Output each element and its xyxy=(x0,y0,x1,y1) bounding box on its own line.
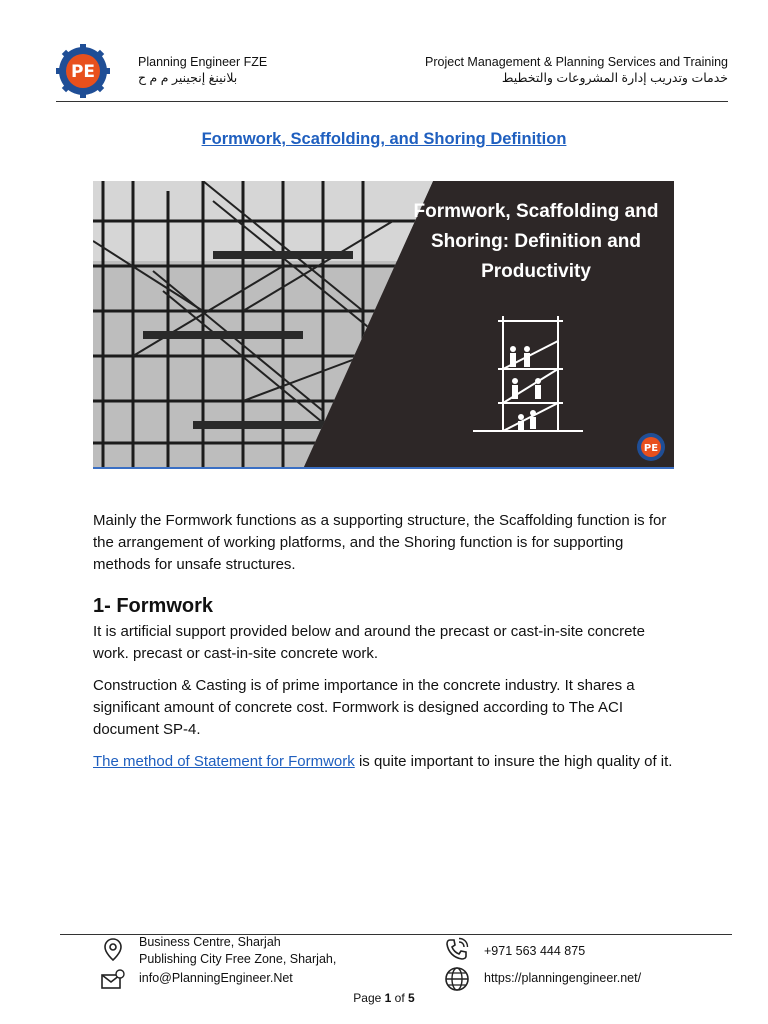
footer-address xyxy=(139,934,336,968)
logo-text: PE xyxy=(70,62,96,82)
page-header xyxy=(56,44,728,100)
hero-heading: Formwork, Scaffolding and Shoring: Definition and Productivity xyxy=(413,201,659,282)
footer-website[interactable]: https://planningengineer.net/ xyxy=(484,971,642,985)
formwork-paragraph-3-text: is quite important to insure the high quality of it. xyxy=(354,753,673,770)
company-name-ar: بلانينغ إنجينير م م ح xyxy=(138,71,238,85)
section-heading-formwork: 1- Formwork xyxy=(93,595,214,617)
planning-engineer-logo-icon xyxy=(56,44,110,98)
page-of: of xyxy=(394,991,405,1005)
formwork-paragraph-1: It is artificial support provided below and around the precast or cast-in-site concrete work. precast or cast-in-site concrete work. xyxy=(93,623,645,662)
services-tagline-ar: خدمات وتدريب إدارة المشروعات والتخطيط xyxy=(501,71,728,85)
email-icon xyxy=(100,967,126,993)
formwork-paragraph-2: Construction & Casting is of prime importance in the concrete industry. It shares a significant amount of concrete cost. Formwork is designed according to The ACI document SP-4. xyxy=(93,677,635,738)
phone-icon xyxy=(444,937,470,963)
formwork-paragraph-3 xyxy=(93,751,683,773)
page-label: Page xyxy=(353,991,382,1005)
header-divider xyxy=(56,101,728,102)
services-tagline xyxy=(425,54,728,86)
address-line-1: Business Centre, Sharjah xyxy=(139,935,281,949)
services-tagline-en: Project Management & Planning Services and Training xyxy=(425,55,728,69)
hero-banner xyxy=(93,181,674,469)
footer-email[interactable]: info@PlanningEngineer.Net xyxy=(139,971,293,985)
company-name xyxy=(138,54,276,86)
hero-badge-text: PE xyxy=(643,443,659,454)
scaffold-illustration xyxy=(473,316,583,431)
location-pin-icon xyxy=(100,937,126,963)
intro-paragraph: Mainly the Formwork functions as a supporting structure, the Scaffolding function is for the arrangement of working platforms, and the Shoring function is for supporting methods for unsafe structures. xyxy=(93,512,667,573)
footer-phone[interactable]: +971 563 444 875 xyxy=(484,944,586,958)
page-total: 5 xyxy=(408,991,415,1005)
document-title[interactable]: Formwork, Scaffolding, and Shoring Definition xyxy=(201,130,567,148)
globe-icon xyxy=(444,966,470,992)
page-number xyxy=(0,991,768,1005)
company-name-en: Planning Engineer FZE xyxy=(138,55,268,69)
page-current: 1 xyxy=(384,991,392,1005)
method-statement-link[interactable]: The method of Statement for Formwork xyxy=(93,753,355,770)
address-line-2: Publishing City Free Zone, Sharjah, xyxy=(139,952,337,966)
